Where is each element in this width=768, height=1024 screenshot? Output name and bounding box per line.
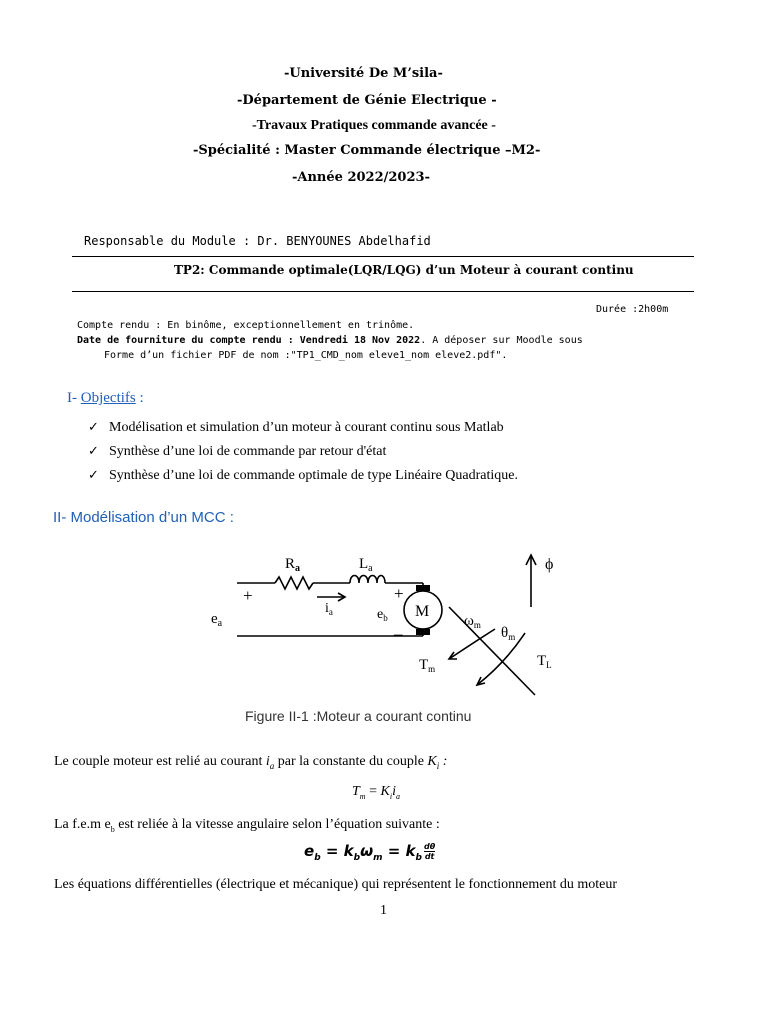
label-motor: M [415,603,430,620]
equation-torque: $T_m = K_ii_a$ [352,784,400,801]
section2-heading: II- Modélisation d’un MCC : [53,509,234,526]
paragraph-emf: La f.e.m $e_b$ est reliée à la vitesse angulaire selon l’équation suivante : [54,817,440,834]
deadline-label: Date de fourniture du compte rendu : [77,335,300,346]
label-minus-right: – [394,624,403,643]
deadline-filename: Forme d’un fichier PDF de nom :"TP1_CMD_nom eleve1_nom eleve2.pdf". [104,350,508,361]
equation-emf: $e_b = k_b\omega_m = k_b$ $\frac{d\theta}{dt}$ [304,842,436,863]
label-ra: $R_a$ [285,556,301,574]
dc-motor-circuit-figure [205,545,585,705]
motor-brush-bottom [416,629,430,635]
objective-item: Synthèse d’une loi de commande par retour d'état [109,444,387,459]
deadline-date: Vendredi 18 Nov 2022 [299,335,421,346]
header-course: -Travaux Pratiques commande avancée - [252,118,496,133]
checkmark-icon: ✓ [88,468,99,483]
deadline-info [77,335,583,346]
label-eb: $e_b$ [377,607,388,623]
label-plus-right: + [394,584,404,603]
header-university: -Université De M’sila- [284,66,443,81]
figure-caption: Figure II-1 :Moteur a courant continu [245,708,472,724]
module-responsible: Responsable du Module : Dr. BENYOUNES Abdelhafid [84,234,431,248]
header-department: -Département de Génie Electrique - [237,93,497,108]
deadline-rest: . A déposer sur Moodle sous [420,335,583,346]
header-specialty: -Spécialité : Master Commande électrique –M2- [193,143,541,158]
paragraph-torque: Le couple moteur est relié au courant $i_a$ par la constante du couple $K_i$ : [54,754,448,771]
label-phi: ϕ [545,556,554,573]
bottom-rule [72,291,694,292]
motor-brush-top [416,585,430,591]
duration: Durée :2h00m [596,304,669,315]
top-rule [72,256,694,257]
section1-suffix: : [135,390,144,406]
page-number: 1 [380,903,387,918]
label-la: $L_a$ [359,556,373,574]
label-plus-left: + [243,586,253,605]
label-ia: $i_a$ [325,601,333,617]
report-info [77,320,414,331]
section1-prefix: I- [67,390,81,406]
tp-title: TP2: Commande optimale(LQR/LQG) d’un Moteur à courant continu [174,263,634,277]
label-tm: $T_m$ [419,657,436,674]
label-ea: $e_a$ [211,611,223,629]
label-minus-left: – [243,625,252,644]
header-year: -Année 2022/2023- [292,170,430,185]
section1-heading [67,390,144,407]
label-theta-m: $\theta_m$ [501,625,516,642]
paragraph-equations: Les équations différentielles (électrique et mécanique) qui représentent le fonctionnement du moteur [54,877,618,892]
report-text: Compte rendu : En binôme, exceptionnellement en trinôme. [77,320,415,331]
objective-item: Modélisation et simulation d’un moteur à courant continu sous Matlab [109,420,504,435]
label-tl: $T_L$ [537,653,552,670]
label-omega-m: $\omega_m$ [464,613,481,630]
objective-item: Synthèse d’une loi de commande optimale de type Linéaire Quadratique. [109,468,518,483]
section1-title: Objectifs [80,390,136,406]
checkmark-icon: ✓ [88,420,99,435]
checkmark-icon: ✓ [88,444,99,459]
